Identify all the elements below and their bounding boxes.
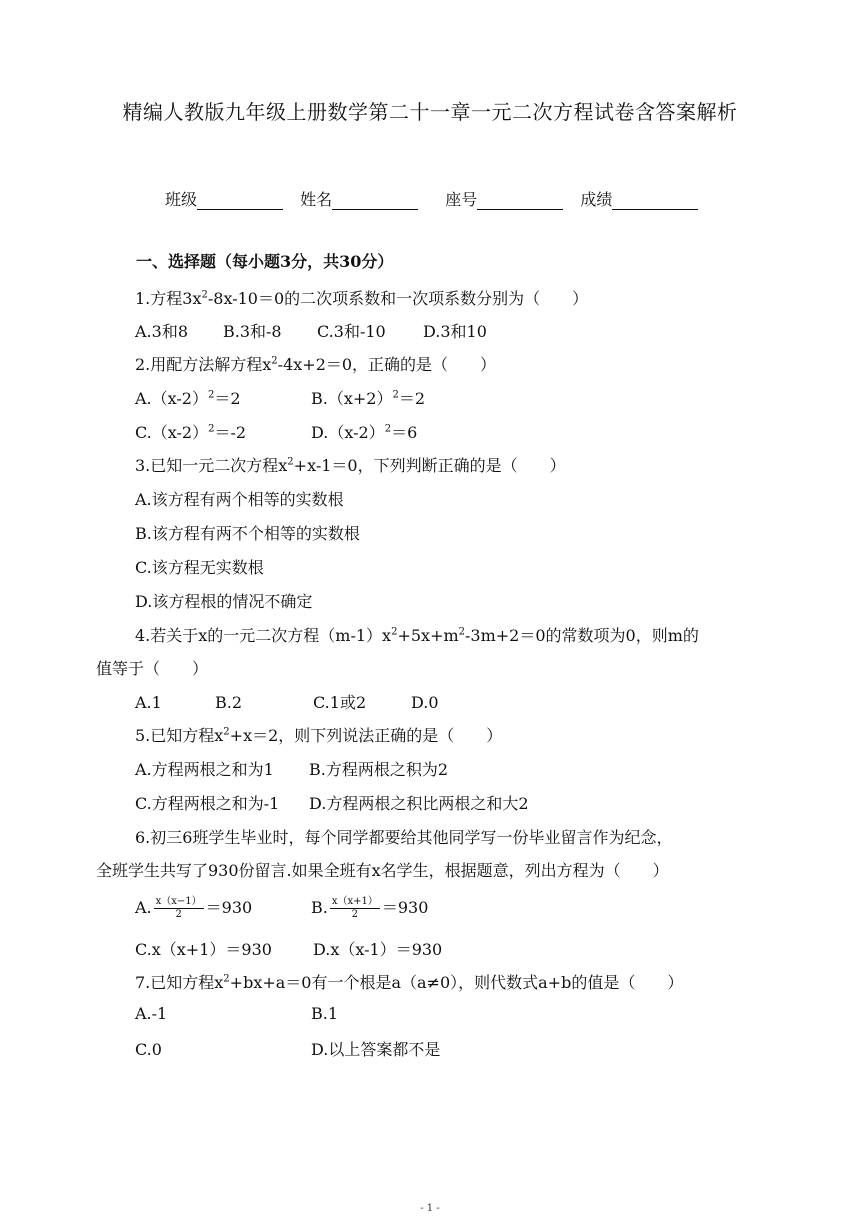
score-blank <box>612 191 698 210</box>
question-2-options-ab <box>135 386 425 409</box>
option-a: A.1 <box>135 693 162 712</box>
option-a: A.方程两根之和为1 <box>135 760 274 779</box>
option-d: D.3和10 <box>423 322 487 341</box>
question-6-stem-cont: 全班学生共写了930份留言.如果全班有x名学生，根据题意，列出方程为（ ） <box>96 861 669 880</box>
score-label: 成绩 <box>580 190 613 209</box>
question-1-options <box>135 319 487 342</box>
section-heading: 一、选择题（每小题3分，共30分） <box>136 252 394 271</box>
question-3-option-b: B.该方程有两不个相等的实数根 <box>135 524 360 543</box>
option-a: A.3和8 <box>135 322 189 341</box>
question-7-options-ab <box>135 1004 338 1023</box>
option-d: D.方程两根之积比两根之和大2 <box>309 794 529 813</box>
option-c: C.3和-10 <box>317 322 386 341</box>
name-label: 姓名 <box>300 190 333 209</box>
page-number: - 1 - <box>420 1203 440 1214</box>
question-7-options-cd <box>135 1037 440 1060</box>
question-2-options-cd <box>135 420 417 443</box>
name-blank <box>332 191 418 210</box>
question-6-stem: 6.初三6班学生毕业时，每个同学都要给其他同学写一份毕业留言作为纪念， <box>135 828 673 847</box>
option-c: C.0 <box>135 1040 162 1059</box>
class-label: 班级 <box>165 190 198 209</box>
fraction: $\frac{x(x-1)}{2}$ <box>155 896 202 920</box>
option-a: A.-1 <box>135 1004 168 1023</box>
option-c: C.方程两根之和为-1 <box>135 794 280 813</box>
question-3-option-c: C.该方程无实数根 <box>135 558 264 577</box>
option-c: C.1或2 <box>313 693 367 712</box>
page-title: 精编人教版九年级上册数学第二十一章一元二次方程试卷含答案解析 <box>122 100 738 124</box>
question-5-stem: 5.已知方程$x^2+x=2$，则下列说法正确的是（ ） <box>135 726 503 745</box>
option-a: $A.(x-2)^2=2$ <box>135 389 241 408</box>
seat-label: 座号 <box>445 190 478 209</box>
question-6-options-cd <box>135 937 442 960</box>
option-d: D.以上答案都不是 <box>311 1040 441 1059</box>
option-c: $C.(x-2)^2=-2$ <box>135 423 247 442</box>
option-b: B. $\frac{x(x+1)}{2}$ ＝930 <box>311 896 429 920</box>
question-5-options-cd <box>135 791 529 814</box>
option-b: B.3和-8 <box>223 322 282 341</box>
question-3-stem: 3.已知一元二次方程$x^2+x-1=0$，下列判断正确的是（ ） <box>135 456 566 475</box>
fraction: $\frac{x(x+1)}{2}$ <box>331 896 378 920</box>
question-4-options <box>135 690 439 713</box>
question-1-stem: 1.方程$3x^2-8x-10=0$的二次项系数和一次项系数分别为（ ） <box>135 289 589 308</box>
student-info <box>165 187 710 210</box>
question-5-options-ab <box>135 757 448 780</box>
question-4-stem: 4.若关于x的一元二次方程$(m-1)x^2+5x+m^2-3m+2=0$的常数项为0，则m的 <box>135 626 699 645</box>
option-b: B.方程两根之积为2 <box>309 760 449 779</box>
question-2-stem: 2.用配方法解方程$x^2-4x+2=0$，正确的是（ ） <box>135 355 497 374</box>
seat-blank <box>477 191 563 210</box>
option-a: A. $\frac{x(x-1)}{2}$ ＝930 <box>135 896 253 920</box>
question-3-option-d: D.该方程根的情况不确定 <box>135 592 313 611</box>
class-blank <box>197 191 283 210</box>
question-6-options-ab <box>135 895 428 921</box>
question-4-stem-cont: 值等于（ ） <box>96 659 209 678</box>
question-7-stem: 7.已知方程$x^2+bx+a=0$有一个根是a（a≠0），则代数式a+b的值是（ ） <box>135 973 684 992</box>
option-b: $B.(x+2)^2=2$ <box>311 389 426 408</box>
question-3-option-a: A.该方程有两个相等的实数根 <box>135 490 344 509</box>
option-b: B.2 <box>215 693 243 712</box>
option-d: D.0 <box>411 693 439 712</box>
option-c: C.x（x+1）＝930 <box>135 940 272 959</box>
option-b: B.1 <box>311 1004 339 1023</box>
option-d: $D.(x-2)^2=6$ <box>311 423 418 442</box>
option-d: D.x（x-1）＝930 <box>313 940 443 959</box>
